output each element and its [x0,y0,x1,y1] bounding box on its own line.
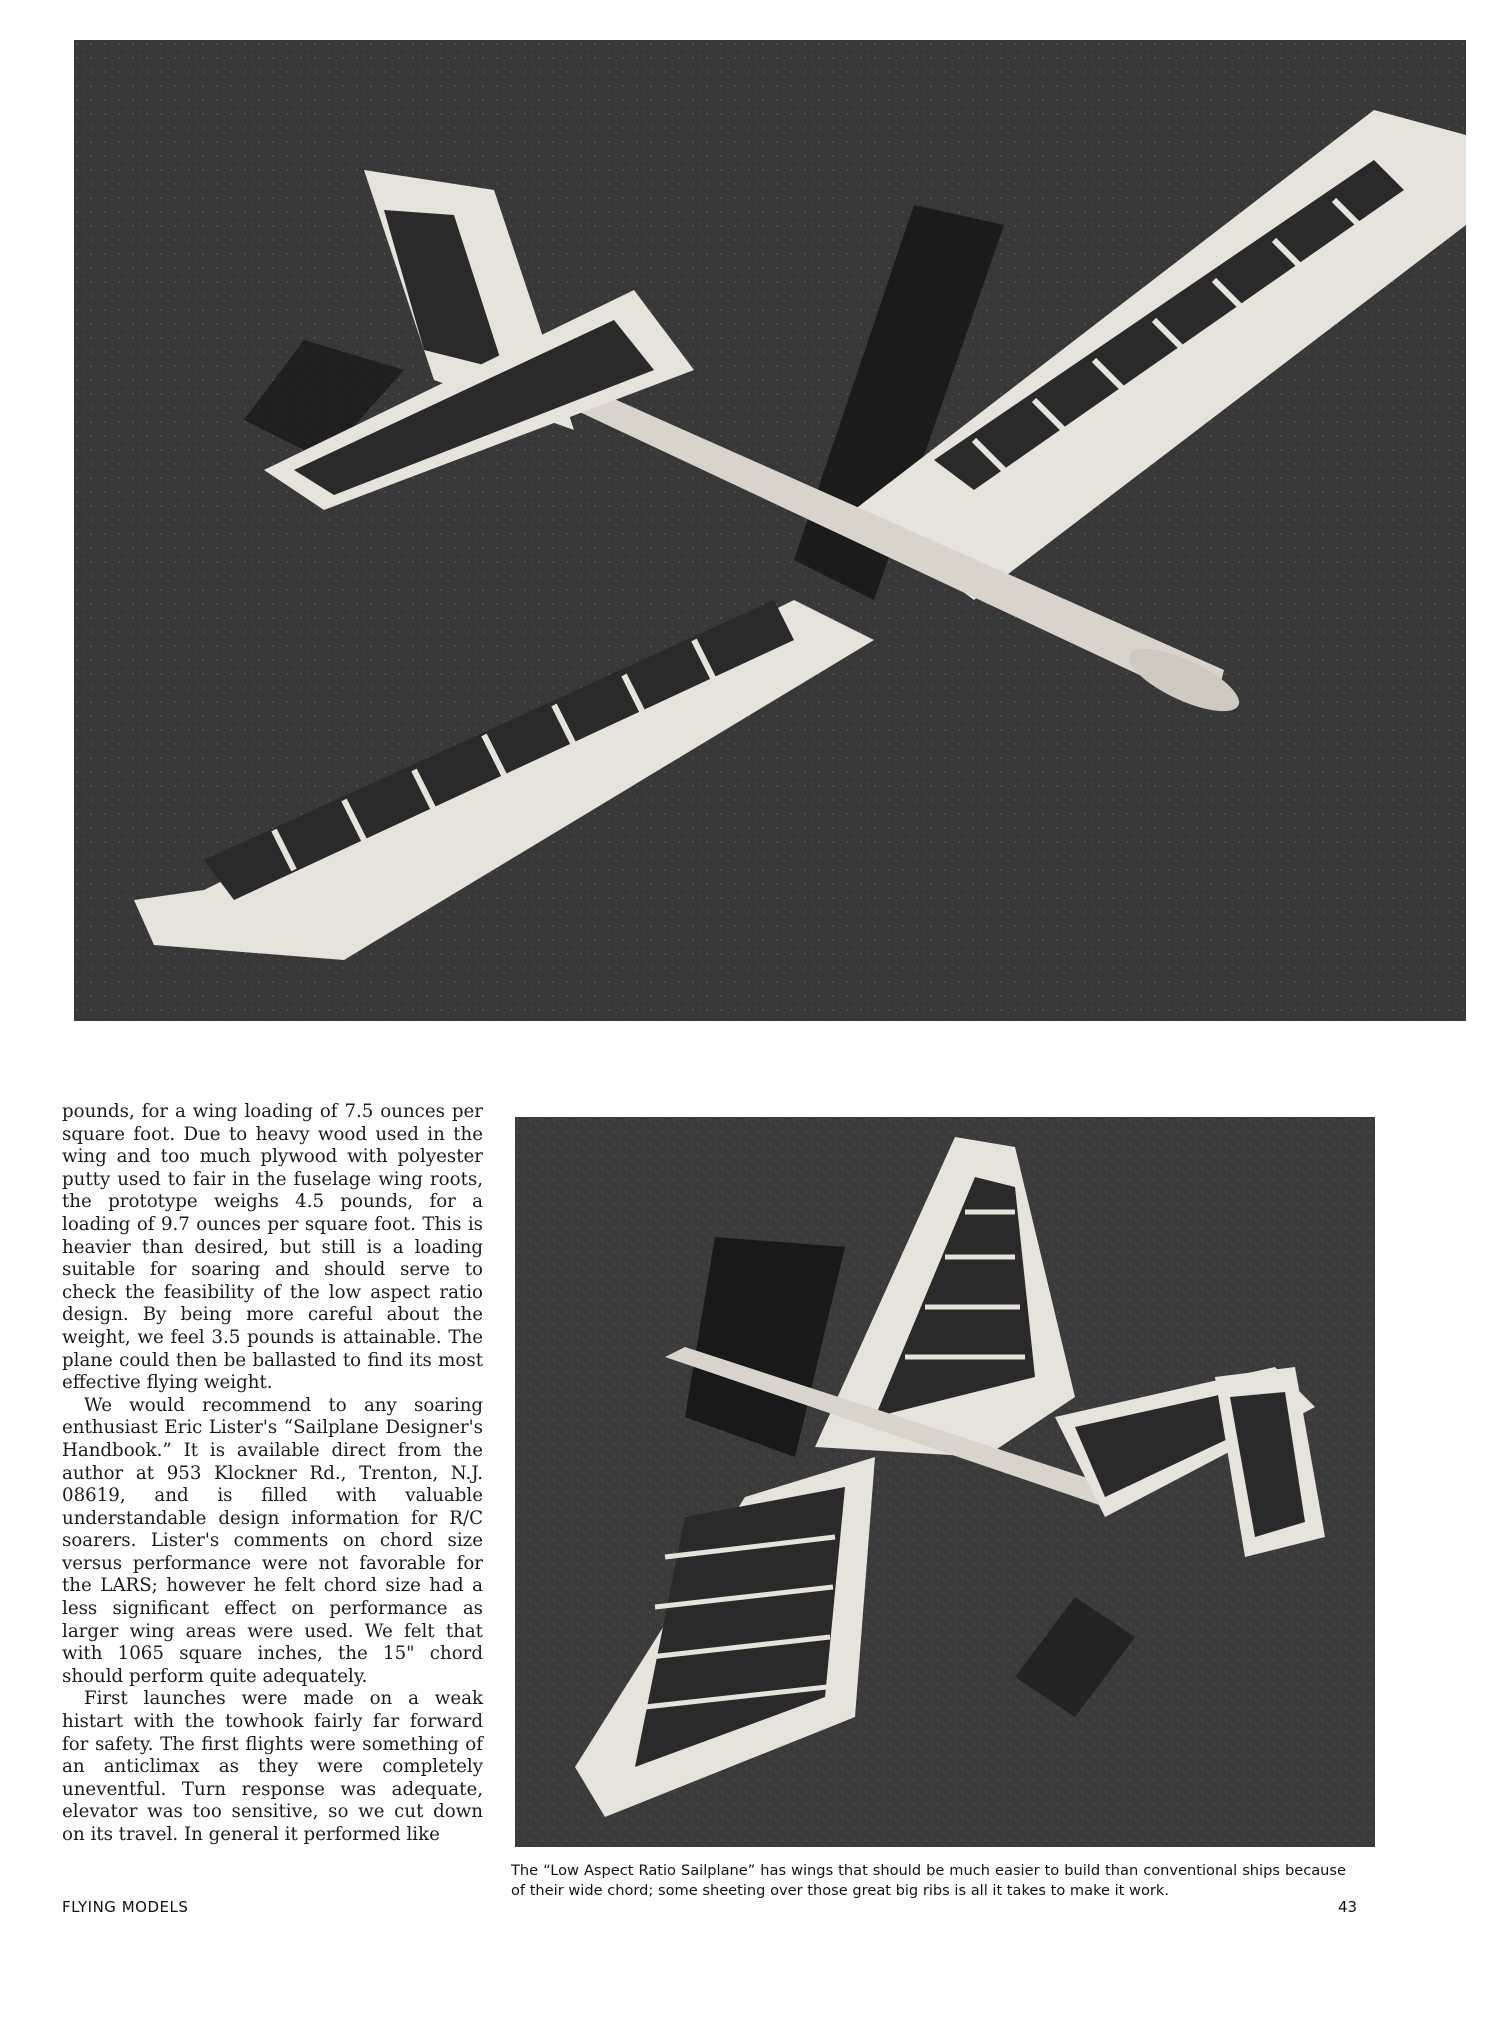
photo-sailplane-bottom [515,1117,1375,1847]
footer-magazine-name: FLYING MODELS [62,1898,189,1916]
sailplane-photo-illustration [74,40,1466,1021]
article-body [62,1101,483,1847]
body-paragraph-3: First launches were made on a weak histart with the towhook fairly far forward for safety. The first flights were something of an anticlimax as they were completely uneventful. Turn response was adequate, elevator was too sensitive, so we cut down on its travel. In general it performed like [62,1688,483,1845]
body-paragraph-1: pounds, for a wing loading of 7.5 ounces per square foot. Due to heavy wood used in the wing and too much plywood with polyester putty used to fair in the fuselage wing roots, the prototype weighs 4.5 pounds, for a loading of 9.7 ounces per square foot. This is heavier than desired, but still is a loading suitable for soaring and should serve to check the feasibility of the low aspect ratio design. By being more careful about the weight, we feel 3.5 pounds is attainable. The plane could then be ballasted to find its most effective flying weight. [62,1101,483,1394]
photo-sailplane-top [74,40,1466,1021]
footer-page-number: 43 [1338,1898,1358,1916]
sailplane-photo-illustration-2 [515,1117,1375,1847]
body-paragraph-2: We would recommend to any soaring enthusiast Eric Lister's “Sailplane Designer's Handbook.” It is available direct from the author at 953 Klockner Rd., Trenton, N.J. 08619, and is filled with valuable understandable design information for R/C soarers. Lister's comments on chord size versus performance were not favorable for the LARS; however he felt chord size had a less significant effect on performance as larger wing areas were used. We felt that with 1065 square inches, the 15" chord should perform quite adequately. [62,1394,483,1687]
photo-caption: The “Low Aspect Ratio Sailplane” has wings that should be much easier to build than conventional ships because of their wide chord; some sheeting over those great big ribs is all it takes to make it work. [511,1862,1346,1899]
